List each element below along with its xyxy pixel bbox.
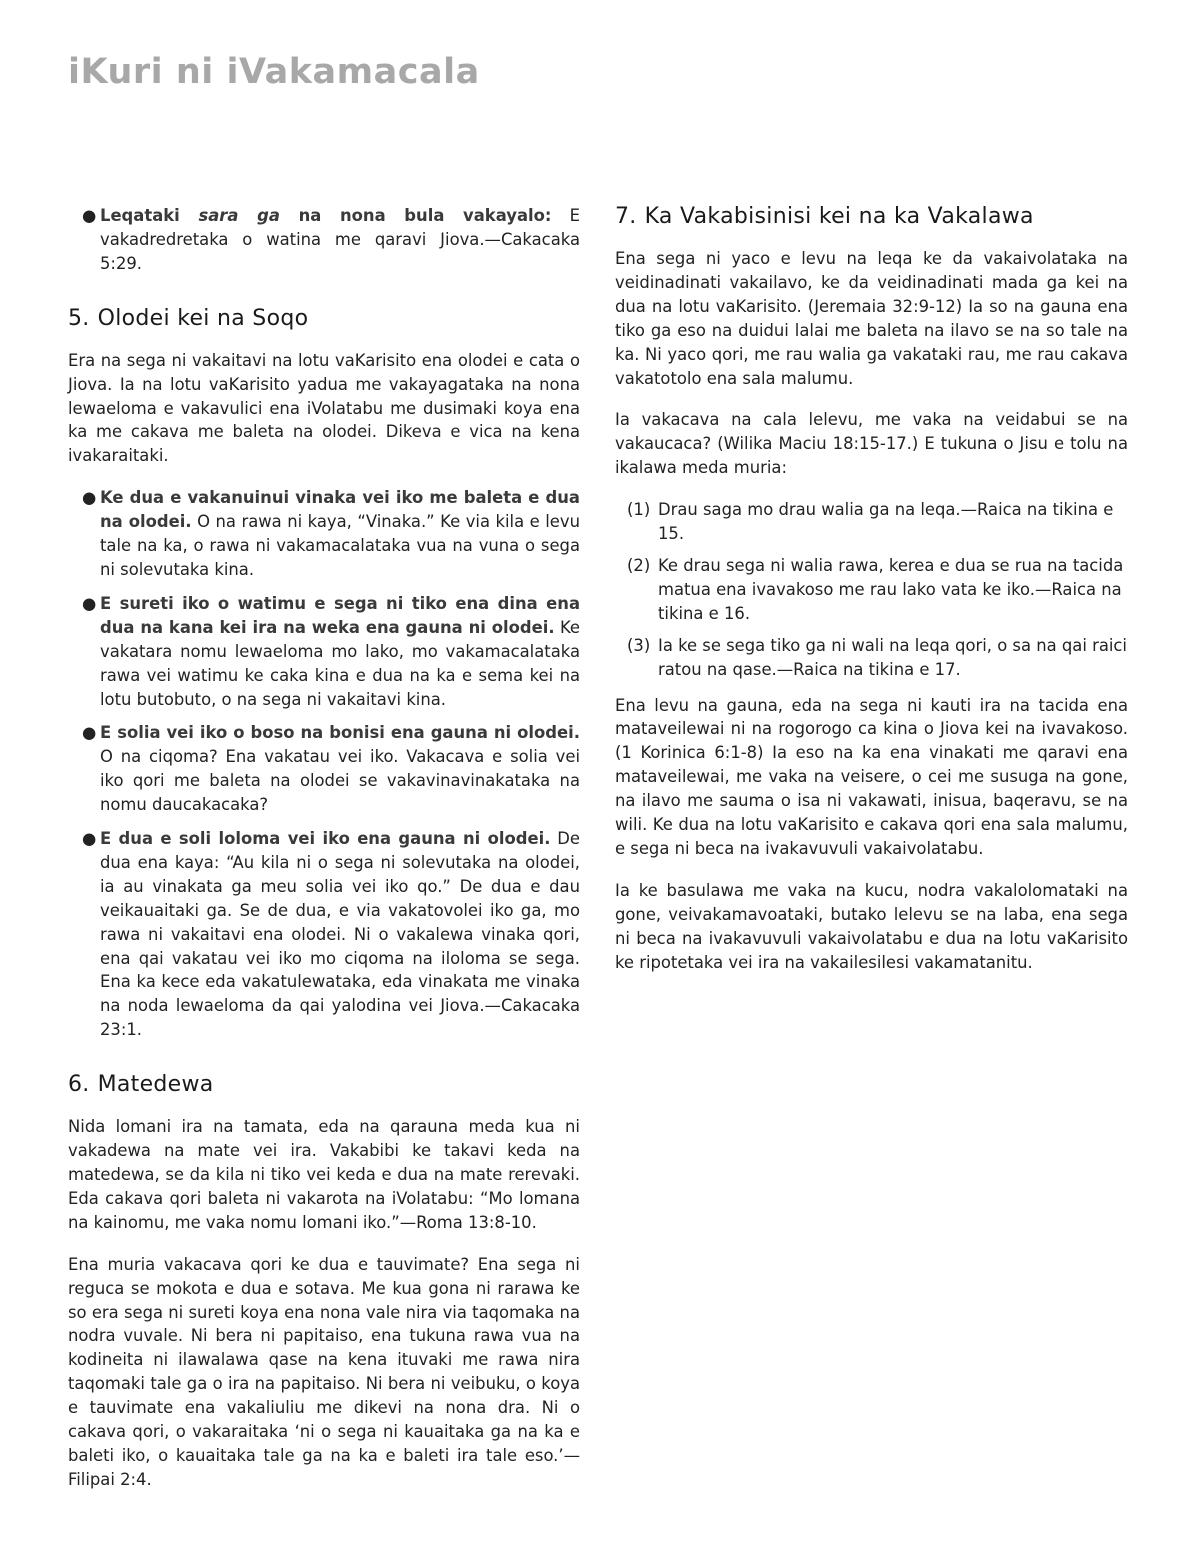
bullet-text: E vakadredretaka o watina me qaravi Jiova.—Cakacaka 5:29. [100,206,580,273]
bullet-icon: ● [82,829,97,849]
bullet-lead: Leqataki sara ga na nona bula vakayalo: [100,206,552,225]
list-item: ● E sureti iko o watimu e sega ni tiko ena dina ena dua na kana kei ira na weka ena gauna ni olodei. Ke vakatara nomu lewaeloma mo lako, mo vakamacalataka rawa vei watimu ke caka kina e dua na ka e sema kei na lotu butobuto, o na sega ni vakaitavi kina. [82,593,580,709]
list-item: ● Ke dua e vakanuinui vinaka vei iko me baleta e dua na olodei. O na rawa ni kaya, “Vinaka.” Ke via kila e levu tale na ka, o rawa ni vakamacalataka vua na vuna o sega ni solevutaka kina. [82,488,580,579]
steps-list [615,498,1128,681]
page-header-title: iKuri ni iVakamacala [68,52,480,92]
section-6-heading: 6. Matedewa [68,1072,214,1098]
section-5-paragraph: Era na sega ni vakaitavi na lotu vaKarisito ena olodei e cata o Jiova. Ia na lotu vaKarisito yadua me vakayagataka na nona lewaeloma e vakavulici ena iVolatabu me dusimaki koya ena ka me cakava me baleta na olodei. Dikeva e vica na kena ivakaraitaki. [68,350,580,466]
section-5-bullet-list [68,486,580,1042]
section-7-paragraph-2: Ia vakacava na cala lelevu, me vaka na veidabui se na vakaucaca? (Wilika Maciu 18:15-17.) E tukuna o Jisu e tolu na ikalawa meda muria: [615,410,1128,478]
section-7-paragraph-3: Ena levu na gauna, eda na sega ni kauti ira na tacida ena mataveilewai ni na rogorogo ca kina o Jiova kei na ivavakoso. (1 Korinica 6:1-8) Ia eso na ka ena vinakati me qaravi ena mataveilewai, me vaka na veisere, o cei me susuga na gone, na ilavo me sauma o isa ni vakawati, inisua, baqeravu, se na wili. Ke dua na lotu vaKarisito e cakava qori ena sala malumu, e sega ni beca na ivakavuvuli vakaivolatabu. [615,695,1128,858]
right-column [615,204,1128,992]
bullet-icon: ● [82,723,97,743]
bullet-icon: ● [82,488,97,508]
section-7-heading: 7. Ka Vakabisinisi kei na ka Vakalawa [615,204,1034,229]
list-item: (3) Ia ke se sega tiko ga ni wali na leqa qori, o sa na qai raici ratou na qase.—Raica na tikina e 17. [627,635,1127,679]
list-item: ● E dua e soli loloma vei iko ena gauna ni olodei. De dua ena kaya: “Au kila ni o sega ni solevutaka na olodei, ia au vinakata ga meu solia vei iko qo.” De dua e dau veikauaitaki ga. Se de dua, e via vakatovolei iko ga, mo rawa ni vakaitavi ena olodei. Ni o vakalewa vinaka qori, ena qai vakatau vei iko mo ciqoma na iloloma se sega. Ena ka kece eda vakatulewataka, eda vinakata me vinaka na noda lewaeloma da qai yalodina vei Jiova.—Cakacaka 23:1. [82,829,581,1040]
list-item: ● E solia vei iko o boso na bonisi ena gauna ni olodei. O na ciqoma? Ena vakatau vei iko. Vakacava e solia vei iko qori me baleta na olodei se vakavinavinakataka na nomu daucakacaka? [82,723,580,815]
bullet-icon: ● [82,206,97,225]
list-item [82,204,580,276]
section-6-paragraph-2: Ena muria vakacava qori ke dua e tauvimate? Ena sega ni reguca se mokota e dua e sotava. Me kua gona ni rarawa ke so era sega ni sureti koya ena nona vale nira via taqomaka na nodra vuvale. Ni bera ni papitaiso, ena tukuna rawa vua na kodineita ni ilawalawa qase na kena ituvaki me rawa nira taqomaki tale ga o ira na papitaiso. Ni bera ni veibuku, o koya e tauvimate ena vakaliuliu me dikevi na nona dra. Ni o cakava qori, o vakaraitaka ‘ni o sega ni kauaitaka ga na ka e baleti iko, o kauaitaka tale ga na ka e baleti ira tale eso.’—Filipai 2:4. [68,1254,580,1489]
section-7-paragraph-1: Ena sega ni yaco e levu na leqa ke da vakaivolataka na veidinadinati vakailavo, ke da veidinadinati mada ga kei na dua na lotu vaKarisito. (Jeremaia 32:9-12) Ia so na gauna ena tiko ga eso na duidui lalai me baleta na ilavo se na so tale na ka. Ni yaco qori, me rau walia ga vakataki rau, me rau cakava vakatotolo ena sala malumu. [615,249,1128,388]
left-column [68,204,580,1510]
section-6-paragraph-1: Nida lomani ira na tamata, eda na qarauna meda kua ni vakadewa na mate vei ira. Vakabibi ke takavi keda na matedewa, se da kila ni tiko vei keda e dua na mate rerevaki. Eda cakava qori baleta ni vakarota na iVolatabu: “Mo lomana na kainomu, me vaka nomu lomani iko.”—Roma 13:8-10. [68,1117,580,1232]
list-item: (1) Drau saga mo drau walia ga na leqa.—Raica na tikina e 15. [627,500,1114,544]
list-item: (2) Ke drau sega ni walia rawa, kerea e dua se rua na tacida matua ena ivavakoso me rau lako vata ke iko.—Raica na tikina e 16. [627,555,1124,623]
section-5-heading: 5. Olodei kei na Soqo [68,305,309,331]
intro-bullet-list [68,204,580,276]
bullet-icon: ● [82,593,97,613]
section-7-paragraph-4: Ia ke basulawa me vaka na kucu, nodra vakalolomataki na gone, veivakamavoataki, butako lelevu se na laba, ena sega ni beca na ivakavuvuli vakaivolatabu e dua na lotu vaKarisito ke ripotetaka vei ira na vakailesilesi vakamatanitu. [615,880,1128,972]
